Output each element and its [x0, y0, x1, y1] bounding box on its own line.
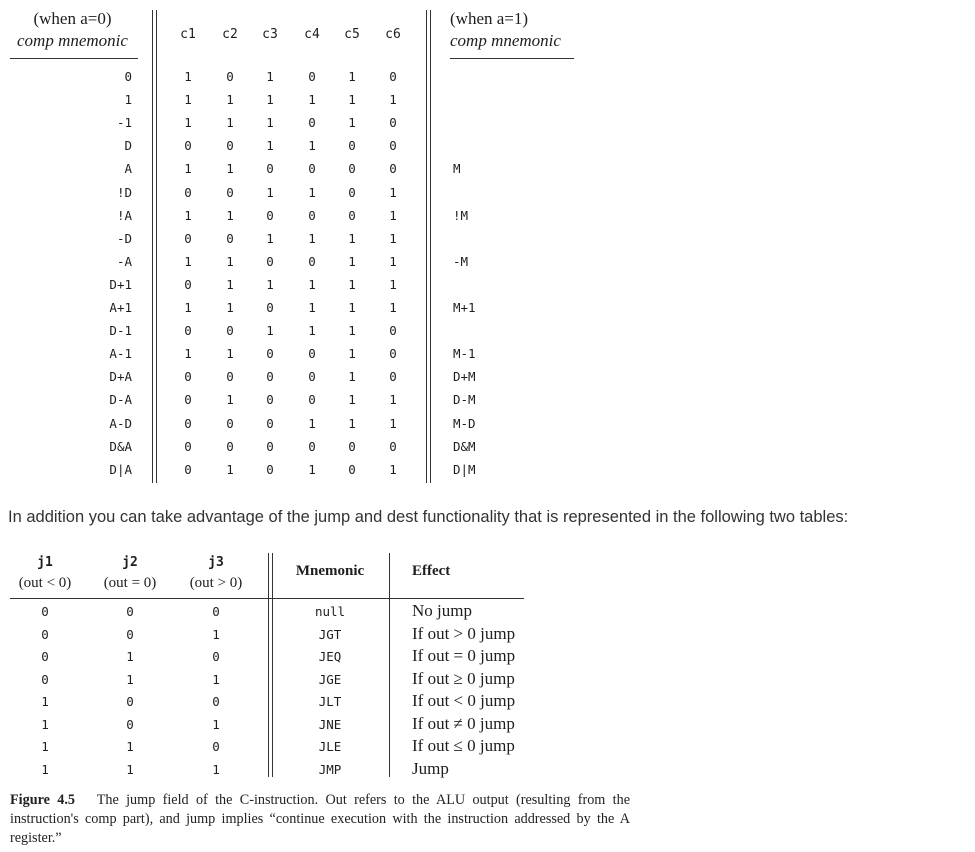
comp-bit-cell: 0 [308, 369, 316, 385]
jump-mnemonic: JLE [318, 739, 342, 754]
comp-bit-cell: 1 [226, 115, 234, 131]
jump-mnemonic: JMP [318, 761, 342, 777]
comp-column-header: c2 [222, 27, 238, 42]
comp-bit-cell: 0 [308, 346, 316, 362]
comp-bit-cell: 0 [266, 392, 274, 408]
jump-effect: If out = 0 jump [412, 646, 516, 665]
comp-bit-cell: 1 [266, 230, 274, 246]
comp-mnemonic-a0: A+1 [109, 300, 132, 315]
jump-bit-cell: 1 [126, 671, 134, 687]
jump-table-row [0, 601, 975, 624]
comp-table-row [0, 250, 975, 273]
comp-table-row [0, 458, 975, 481]
comp-bit-cell: 0 [389, 161, 397, 177]
comp-column-header: c4 [304, 27, 320, 42]
comp-bit-cell: 1 [266, 323, 274, 339]
comp-bit-cell: 1 [389, 276, 397, 292]
comp-table-row [0, 88, 975, 111]
comp-bit-cell: 0 [308, 392, 316, 408]
comp-bit-cell: 1 [348, 300, 356, 315]
comp-bit-cell: 0 [184, 438, 192, 454]
comp-bit-cell: 1 [266, 184, 274, 200]
comp-mnemonic-a0: D [124, 138, 132, 154]
jump-bit-cell: 1 [212, 716, 220, 732]
jump-bit-cell: 0 [212, 604, 220, 619]
comp-bit-cell: 0 [389, 69, 397, 84]
comp-right-when: (when a=1) [450, 9, 529, 28]
comp-mnemonic-a0: !A [116, 207, 132, 223]
comp-bit-cell: 0 [266, 438, 274, 454]
comp-bit-cell: 1 [266, 92, 274, 108]
comp-bit-cell: 1 [308, 323, 316, 339]
comp-mnemonic-a0: -A [116, 253, 132, 269]
jump-bit-cell: 0 [126, 716, 134, 732]
comp-bit-cell: 1 [348, 276, 356, 292]
jump-effect: If out ≥ 0 jump [412, 668, 515, 688]
comp-bit-cell: 1 [308, 276, 316, 292]
comp-bit-cell: 0 [308, 115, 316, 131]
jump-bit-cell: 1 [212, 671, 220, 687]
comp-bit-cell: 1 [389, 392, 397, 408]
comp-mnemonic-a1: -M [453, 253, 469, 269]
comp-mnemonic-a0: D&A [109, 438, 132, 454]
comp-bit-cell: 1 [184, 92, 192, 108]
comp-bit-cell: 0 [308, 207, 316, 223]
comp-mnemonic-a0: A-D [109, 415, 132, 431]
comp-bit-cell: 1 [266, 138, 274, 154]
comp-bit-cell: 0 [184, 184, 192, 200]
comp-table-row [0, 65, 975, 88]
comp-bit-cell: 1 [348, 323, 356, 339]
jump-bit-cell: 1 [212, 761, 220, 777]
comp-table-row [0, 273, 975, 296]
jump-effect: No jump [412, 601, 472, 620]
comp-bit-cell: 0 [308, 161, 316, 177]
comp-mnemonic-a0: -D [116, 230, 132, 246]
comp-bit-cell: 0 [226, 415, 234, 431]
jump-table-row [0, 714, 975, 737]
comp-mnemonic-a0: A-1 [109, 346, 132, 362]
jump-bit-cell: 0 [41, 626, 49, 642]
comp-bit-cell: 0 [226, 184, 234, 200]
comp-bit-cell: 0 [226, 323, 234, 339]
jump-effect: If out ≤ 0 jump [412, 736, 515, 755]
comp-mnemonic-a0: D|A [109, 461, 132, 477]
comp-mnemonic-a0: D+A [109, 369, 132, 385]
comp-mnemonic-a1: M [453, 161, 461, 177]
comp-mnemonic-a0: 0 [124, 69, 132, 84]
comp-bit-cell: 0 [389, 438, 397, 454]
comp-bit-cell: 0 [184, 230, 192, 246]
jump-bit-cell: 0 [41, 671, 49, 687]
comp-table-row [0, 157, 975, 180]
comp-mnemonic-a1: D+M [453, 369, 476, 385]
comp-bit-cell: 1 [348, 230, 356, 246]
mnemonic-header: Mnemonic [295, 563, 365, 579]
comp-table-row [0, 365, 975, 388]
comp-mnemonic-a0: D-A [109, 392, 132, 408]
jump-bit-header [171, 553, 261, 593]
comp-bit-cell: 0 [226, 369, 234, 385]
comp-bit-cell: 0 [308, 438, 316, 454]
comp-bit-cell: 1 [226, 346, 234, 362]
jump-bit-cell: 1 [126, 739, 134, 754]
jump-bit-cell: 0 [212, 739, 220, 754]
comp-bit-cell: 1 [348, 392, 356, 408]
comp-bit-cell: 0 [226, 438, 234, 454]
comp-right-label: comp mnemonic [450, 31, 561, 50]
jump-table-row [0, 759, 975, 782]
comp-bit-cell: 1 [348, 69, 356, 84]
comp-mnemonic-a0: -1 [116, 115, 132, 131]
jump-bit-code: j3 [208, 555, 224, 570]
comp-bit-cell: 1 [348, 369, 356, 385]
comp-table-row [0, 227, 975, 250]
comp-bit-cell: 1 [389, 207, 397, 223]
comp-bit-cell: 0 [266, 161, 274, 177]
jump-bit-header [85, 553, 175, 593]
comp-bit-cell: 0 [348, 461, 356, 477]
comp-table-row [0, 134, 975, 157]
jump-bit-cell: 1 [41, 739, 49, 754]
jump-bit-cell: 1 [126, 649, 134, 664]
comp-left-header-rule [10, 58, 138, 59]
comp-bit-cell: 0 [184, 461, 192, 477]
jump-effect: If out > 0 jump [412, 623, 516, 643]
comp-bit-cell: 1 [389, 184, 397, 200]
comp-column-header: c5 [344, 27, 360, 42]
comp-bit-cell: 1 [308, 300, 316, 315]
jump-bit-condition: (out > 0) [189, 575, 243, 591]
jump-bit-cell: 0 [126, 604, 134, 619]
jump-table-row [0, 691, 975, 714]
comp-bit-cell: 1 [308, 184, 316, 200]
comp-bit-cell: 1 [184, 69, 192, 84]
jump-effect: If out ≠ 0 jump [412, 713, 515, 733]
jump-bit-cell: 0 [212, 649, 220, 664]
jump-bit-cell: 1 [126, 761, 134, 777]
comp-bit-cell: 1 [184, 161, 192, 177]
comp-bit-cell: 0 [184, 392, 192, 408]
comp-bit-cell: 0 [348, 138, 356, 154]
comp-bit-cell: 0 [266, 253, 274, 269]
comp-bit-cell: 1 [348, 346, 356, 362]
comp-bit-cell: 1 [226, 92, 234, 108]
comp-bit-cell: 0 [348, 438, 356, 454]
comp-bit-cell: 1 [308, 461, 316, 477]
comp-bit-cell: 1 [184, 300, 192, 315]
jump-mnemonic: JNE [318, 716, 342, 732]
jump-mnemonic: JEQ [318, 649, 342, 664]
comp-bit-cell: 1 [308, 138, 316, 154]
comp-mnemonic-a0: A [124, 161, 132, 177]
comp-bit-cell: 0 [184, 369, 192, 385]
jump-bit-cell: 1 [212, 626, 220, 642]
comp-bit-cell: 0 [266, 461, 274, 477]
jump-mnemonic: JGE [318, 671, 342, 687]
jump-bit-code: j1 [37, 555, 53, 570]
jump-bit-cell: 1 [41, 694, 49, 709]
comp-bit-cell: 1 [308, 230, 316, 246]
comp-bit-cell: 0 [266, 346, 274, 362]
comp-bit-cell: 0 [389, 138, 397, 154]
comp-bit-cell: 0 [389, 346, 397, 362]
comp-bit-cell: 1 [389, 253, 397, 269]
jump-table-row [0, 736, 975, 759]
comp-bit-cell: 1 [184, 346, 192, 362]
comp-bit-cell: 0 [184, 276, 192, 292]
comp-bit-cell: 0 [184, 323, 192, 339]
jump-table-row [0, 646, 975, 669]
comp-bit-cell: 1 [389, 415, 397, 431]
comp-column-header: c1 [180, 27, 196, 42]
jump-mnemonic: null [314, 604, 346, 619]
figure-caption [10, 791, 630, 848]
jump-bit-condition: (out < 0) [18, 575, 72, 591]
comp-bit-cell: 0 [389, 115, 397, 131]
comp-bit-cell: 1 [348, 253, 356, 269]
comp-table-row [0, 204, 975, 227]
jump-mnemonic: JLT [318, 694, 342, 709]
jump-bit-cell: 0 [41, 649, 49, 664]
comp-bit-cell: 0 [184, 138, 192, 154]
comp-bit-cell: 0 [266, 207, 274, 223]
jump-bit-cell: 1 [41, 761, 49, 777]
effect-header: Effect [412, 563, 451, 579]
comp-bit-cell: 1 [348, 415, 356, 431]
jump-mnemonic: JGT [318, 626, 342, 642]
jump-bit-cell: 0 [126, 694, 134, 709]
comp-mnemonic-a0: D+1 [109, 276, 132, 292]
jump-bit-header [0, 553, 90, 593]
jump-bit-cell: 0 [41, 604, 49, 619]
comp-table-row [0, 342, 975, 365]
comp-left-when: (when a=0) [33, 9, 112, 28]
comp-table-row [0, 412, 975, 435]
comp-bit-cell: 1 [226, 253, 234, 269]
comp-mnemonic-a0: D-1 [109, 323, 132, 339]
comp-table-row [0, 181, 975, 204]
comp-table-row [0, 296, 975, 319]
comp-bit-cell: 1 [348, 115, 356, 131]
comp-bit-cell: 1 [226, 276, 234, 292]
comp-bit-cell: 1 [389, 300, 397, 315]
comp-bit-cell: 1 [184, 207, 192, 223]
jump-bit-cell: 0 [212, 694, 220, 709]
comp-bit-cell: 1 [226, 300, 234, 315]
jump-effect: Jump [412, 758, 449, 778]
jump-bit-condition: (out = 0) [103, 575, 157, 591]
comp-bit-cell: 1 [184, 115, 192, 131]
comp-table-row [0, 111, 975, 134]
figure-number: Figure 4.5 [10, 792, 75, 808]
comp-bit-cell: 0 [226, 138, 234, 154]
comp-left-label: comp mnemonic [17, 31, 128, 50]
jump-bit-cell: 1 [41, 716, 49, 732]
comp-mnemonic-a0: 1 [124, 92, 132, 108]
comp-table-row [0, 388, 975, 411]
comp-bit-cell: 1 [308, 92, 316, 108]
comp-bit-cell: 0 [266, 369, 274, 385]
comp-right-header-rule [450, 58, 574, 59]
comp-bit-cell: 0 [184, 415, 192, 431]
comp-bit-cell: 0 [308, 69, 316, 84]
comp-bit-cell: 1 [389, 92, 397, 108]
comp-column-header: c3 [262, 27, 278, 42]
comp-mnemonic-a1: M-1 [453, 346, 476, 362]
comp-bit-cell: 0 [348, 161, 356, 177]
comp-bit-cell: 1 [348, 92, 356, 108]
comp-column-header: c6 [385, 27, 401, 42]
comp-bit-cell: 0 [348, 207, 356, 223]
jump-bit-cell: 0 [126, 626, 134, 642]
comp-table-row [0, 435, 975, 458]
comp-mnemonic-a0: !D [116, 184, 132, 200]
comp-bit-cell: 0 [308, 253, 316, 269]
comp-bit-cell: 1 [266, 115, 274, 131]
comp-bit-cell: 1 [226, 392, 234, 408]
comp-bit-cell: 1 [184, 253, 192, 269]
comp-bit-cell: 0 [266, 415, 274, 431]
comp-bit-cell: 0 [266, 300, 274, 315]
comp-bit-cell: 0 [226, 69, 234, 84]
comp-mnemonic-a1: M+1 [453, 300, 476, 315]
comp-bit-cell: 1 [389, 230, 397, 246]
jump-bit-code: j2 [122, 555, 138, 570]
comp-mnemonic-a1: D&M [453, 438, 476, 454]
comp-bit-cell: 1 [266, 276, 274, 292]
comp-bit-cell: 1 [389, 461, 397, 477]
comp-bit-cell: 0 [226, 230, 234, 246]
comp-bit-cell: 1 [308, 415, 316, 431]
comp-table-row [0, 319, 975, 342]
comp-right-header [450, 8, 575, 52]
comp-mnemonic-a1: !M [453, 207, 469, 223]
jump-table-row [0, 669, 975, 692]
comp-bit-cell: 0 [389, 369, 397, 385]
jump-header-rule [10, 598, 524, 599]
jump-effect: If out < 0 jump [412, 691, 516, 710]
comp-bit-cell: 1 [266, 69, 274, 84]
comp-bit-cell: 1 [226, 161, 234, 177]
intro-sentence: In addition you can take advantage of the jump and dest functionality that is represented in the following two tables: [8, 508, 849, 526]
jump-table-row [0, 624, 975, 647]
comp-mnemonic-a1: D-M [453, 392, 476, 408]
comp-bit-cell: 0 [389, 323, 397, 339]
comp-left-header [10, 8, 135, 52]
comp-mnemonic-a1: D|M [453, 461, 476, 477]
comp-bit-cell: 0 [348, 184, 356, 200]
comp-bit-cell: 1 [226, 461, 234, 477]
comp-mnemonic-a1: M-D [453, 415, 476, 431]
comp-bit-cell: 1 [226, 207, 234, 223]
figure-caption-text: The jump field of the C-instruction. Out refers to the ALU output (resulting from the instruction's comp part), and jump implies “continue execution with the instruction addressed by the A register.” [10, 792, 630, 846]
